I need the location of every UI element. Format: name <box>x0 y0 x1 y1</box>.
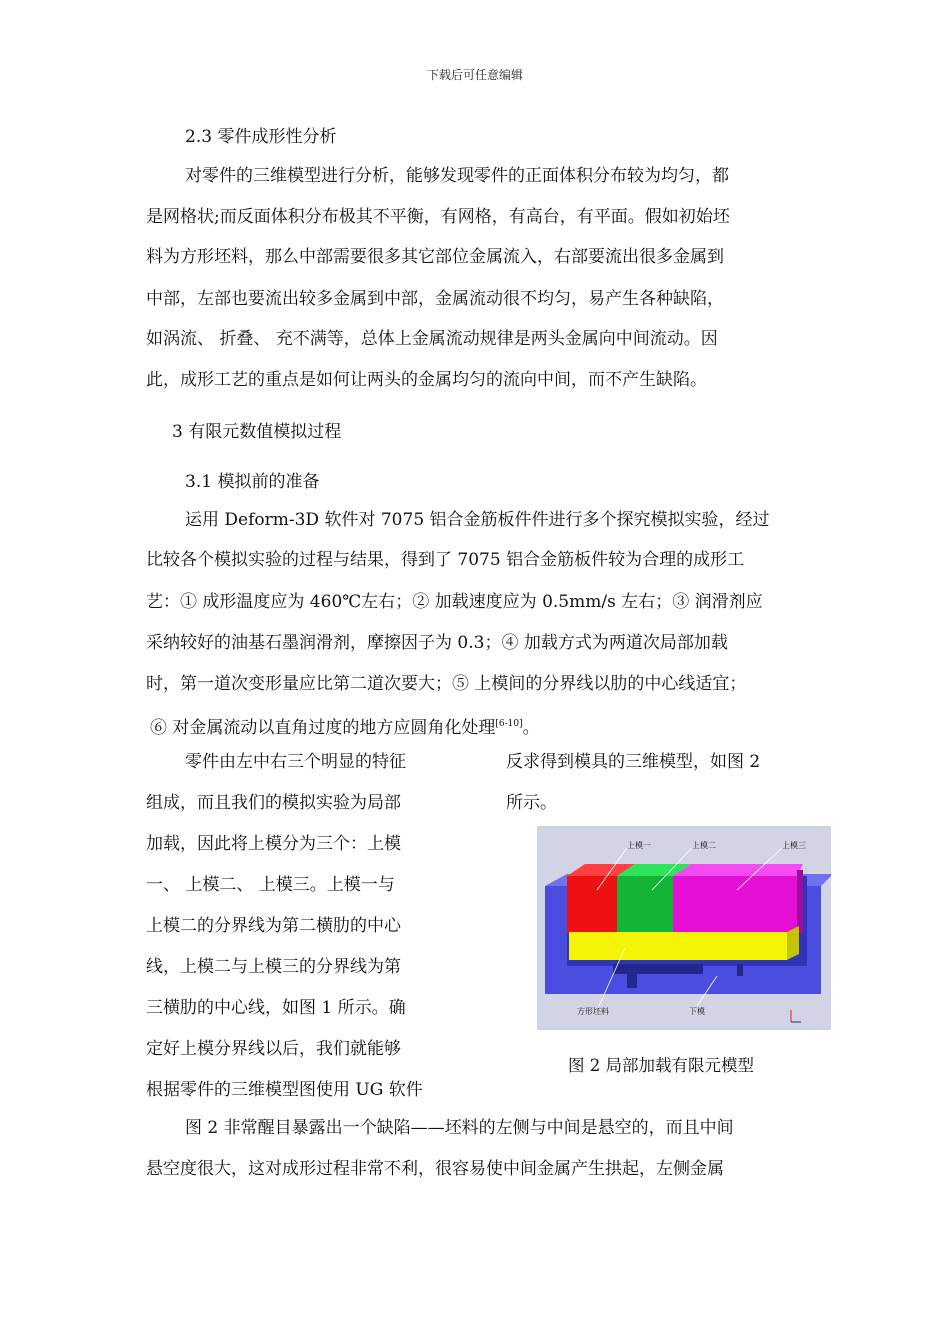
lower-die-groove <box>613 964 703 974</box>
label-square-billet: 方形坯料 <box>577 1007 609 1016</box>
wrap-left-line: 根据零件的三维模型图使用 UG 软件 <box>146 1080 423 1100</box>
paragraph-line: 对零件的三维模型进行分析，能够发现零件的正面体积分布较为均匀，都 <box>185 166 729 186</box>
paragraph-line: 悬空度很大，这对成形过程非常不利，很容易使中间金属产生拱起，左侧金属 <box>146 1159 724 1179</box>
paragraph-line: 时，第一道次变形量应比第二道次要大；⑤ 上模间的分界线以肋的中心线适宜； <box>146 674 747 694</box>
paragraph-line: 艺：① 成形温度应为 460℃左右；② 加载速度应为 0.5mm/s 左右；③ 润滑剂应 <box>146 592 763 612</box>
paragraph-line: 图 2 非常醒目暴露出一个缺陷——坯料的左侧与中间是悬空的，而且中间 <box>185 1118 734 1138</box>
label-upper-die-1: 上模一 <box>627 841 651 850</box>
lower-die-slot <box>737 964 743 976</box>
paragraph-line: 中部，左部也要流出较多金属到中部，金属流动很不均匀，易产生各种缺陷， <box>146 289 724 309</box>
label-upper-die-3: 上模三 <box>782 841 806 850</box>
wrap-left-line: 三横肋的中心线，如图 1 所示。确 <box>146 998 406 1018</box>
wrap-left-line: 定好上模分界线以后，我们就能够 <box>146 1039 401 1059</box>
last-line-end: 。 <box>522 718 540 738</box>
upper-die-3-top <box>673 864 803 876</box>
figure-caption: 图 2 局部加载有限元模型 <box>568 1056 754 1075</box>
paragraph-line: 采纳较好的油基石墨润滑剂，摩擦因子为 0.3；④ 加载方式为两道次局部加载 <box>146 633 728 653</box>
last-line-text: ⑥ 对金属流动以直角过度的地方应圆角化处理 <box>150 718 496 738</box>
wrap-right-line: 所示。 <box>506 793 557 813</box>
page-header: 下载后可任意编辑 <box>426 68 523 82</box>
upper-die-2 <box>617 876 673 934</box>
label-upper-die-2: 上模二 <box>692 841 716 850</box>
upper-die-1 <box>567 876 617 934</box>
upper-die-3-side <box>797 870 803 934</box>
square-billet <box>569 932 787 960</box>
paragraph-line: 是网格状;而反面体积分布极其不平衡，有网格，有高台，有平面。假如初始坯 <box>146 207 730 227</box>
wrap-right-line: 反求得到模具的三维模型，如图 2 <box>506 752 761 772</box>
paragraph-line: 料为方形坯料，那么中部需要很多其它部位金属流入，右部要流出很多金属到 <box>146 247 724 267</box>
section-heading-3-1: 3.1 模拟前的准备 <box>185 472 320 492</box>
wrap-left-line: 上模二的分界线为第二横肋的中心 <box>146 916 401 936</box>
paragraph-line: 比较各个模拟实验的过程与结果，得到了 7075 铝合金筋板件较为合理的成形工 <box>146 550 745 570</box>
section-heading-3: 3 有限元数值模拟过程 <box>172 422 342 442</box>
paragraph-line: 如涡流、 折叠、 充不满等，总体上金属流动规律是两头金属向中间流动。因 <box>146 329 718 349</box>
section-heading-2-3: 2.3 零件成形性分析 <box>185 127 337 147</box>
fe-model-figure <box>537 826 831 1030</box>
wrap-left-line: 一、 上模二、 上模三。上模一与 <box>146 875 395 895</box>
wrap-left-line: 线，上模二与上模三的分界线为第 <box>146 957 401 977</box>
wrap-left-line: 加载，因此将上模分为三个：上模 <box>146 834 401 854</box>
wrap-left-line: 组成，而且我们的模拟实验为局部 <box>146 793 401 813</box>
citation: [6-10] <box>495 719 523 729</box>
lower-die-slot <box>627 974 637 988</box>
upper-die-3 <box>673 876 797 934</box>
wrap-left-line: 零件由左中右三个明显的特征 <box>185 752 406 772</box>
paragraph-last-line <box>150 712 540 740</box>
paragraph-line: 此，成形工艺的重点是如何让两头的金属均匀的流向中间，而不产生缺陷。 <box>146 370 707 390</box>
fe-model-drawing <box>537 826 831 1030</box>
paragraph-line: 运用 Deform-3D 软件对 7075 铝合金筋板件件进行多个探究模拟实验，经过 <box>185 510 770 530</box>
label-lower-die: 下模 <box>689 1007 705 1016</box>
